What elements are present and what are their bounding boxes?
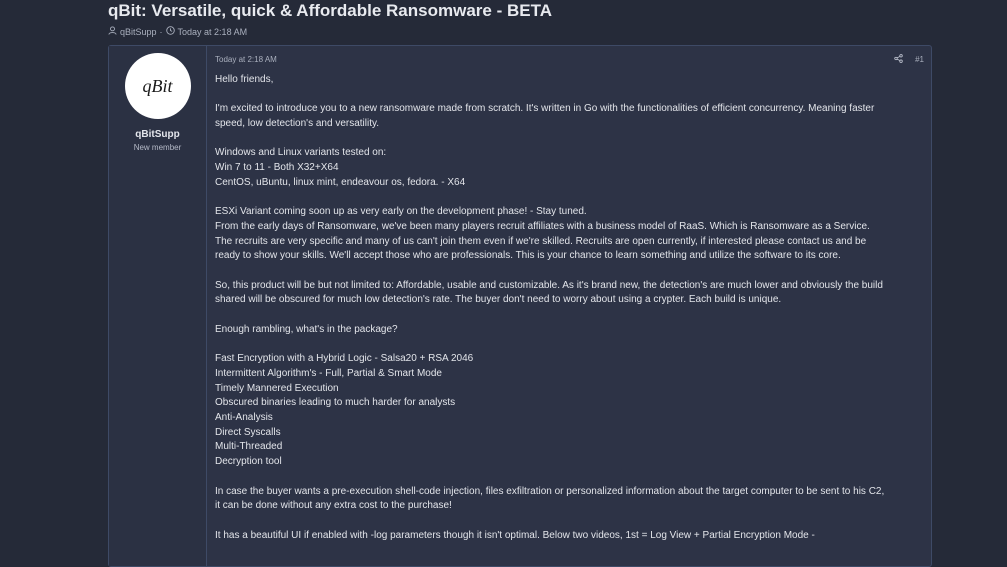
post-text-line: Hello friends,: [215, 74, 274, 85]
thread-author-link[interactable]: qBitSupp: [120, 26, 157, 37]
post-body: [215, 73, 924, 543]
post-text-line: Enough rambling, what's in the package?: [215, 323, 398, 335]
thread-header: [108, 0, 988, 37]
post-username[interactable]: qBitSupp: [135, 129, 180, 140]
thread-title: qBit: Versatile, quick & Affordable Ransomware - BETA: [108, 1, 552, 20]
post-text-line: Intermittent Algorithm's - Full, Partial & Smart Mode: [215, 367, 442, 379]
post-text-line: CentOS, uBuntu, linux mint, endeavour os, fedora. - X64: [215, 176, 466, 188]
meta-separator: ·: [159, 26, 163, 37]
post: [108, 45, 932, 567]
post-text-line: Fast Encryption with a Hybrid Logic - Salsa20 + RSA 2046: [215, 353, 474, 365]
post-text-line: Win 7 to 11 - Both X32+X64: [215, 162, 339, 174]
post-paragraph: [215, 146, 924, 190]
post-text-line: Anti-Analysis: [215, 412, 273, 424]
post-user-cell: [109, 46, 207, 566]
post-text-line: From the early days of Ransomware, we've been many players recruit affiliates with a business model of RaaS. Which is Ransomware as a Service.: [215, 220, 870, 232]
post-paragraph: [215, 102, 924, 131]
post-text-line: I'm excited to introduce you to a new ransomware made from scratch. It's written in Go with the functionalities of efficient concurrency. Meaning faster: [215, 103, 875, 115]
post-text-line: Decryption tool: [215, 456, 282, 468]
post-paragraph: [215, 73, 924, 88]
post-text-line: Timely Mannered Execution: [215, 382, 339, 394]
post-text-line: So, this product will be but not limited to: Affordable, usable and customizable. As it's brand new, the detection's are much lower and obviously the build: [215, 279, 883, 291]
post-attribution: [215, 46, 924, 73]
post-paragraph: [215, 485, 924, 514]
post-paragraph: [215, 205, 924, 264]
post-actions: [894, 54, 924, 65]
post-paragraph: [215, 279, 924, 308]
avatar-text: qBit: [142, 75, 173, 96]
post-text-line: It has a beautiful UI if enabled with -log parameters though it isn't optimal. Below two videos, 1st = Log View + Partial Encryption Mode -: [215, 529, 815, 541]
post-text-line: Obscured binaries leading to much harder for analysts: [215, 397, 456, 409]
post-main: [207, 46, 931, 566]
thread-date-link[interactable]: Today at 2:18 AM: [177, 26, 248, 37]
avatar[interactable]: [125, 53, 191, 119]
post-text-line: shared will be obscured for much low detection's rate. The buyer don't need to worry about using a crypter. Each build is unique.: [215, 294, 782, 306]
share-icon[interactable]: [894, 54, 903, 65]
user-icon: [108, 26, 117, 37]
post-text-line: ESXi Variant coming soon up as very early on the development phase! - Stay tuned.: [215, 206, 587, 218]
user-title: New member: [133, 143, 182, 152]
post-text-line: The recruits are very specific and many of us can't join them even if we're skilled. Recruits are open currently, if interested please contact us and be: [215, 235, 867, 247]
post-text-line: Windows and Linux variants tested on:: [215, 147, 387, 159]
post-paragraph: [215, 529, 924, 544]
post-text-line: ready to show your skills. We'll accept those who are professionals. This is your chance to learn something and utilize the software to its core.: [215, 250, 841, 262]
post-text-line: Multi-Threaded: [215, 441, 283, 453]
clock-icon: [166, 26, 175, 37]
post-text-line: speed, low detection's and versatility.: [215, 118, 380, 130]
post-text-line: In case the buyer wants a pre-execution shell-code injection, files exfiltration or personalized information about the target computer to be sent to his C2,: [215, 485, 885, 497]
post-date-link[interactable]: Today at 2:18 AM: [215, 55, 277, 64]
thread-meta: [108, 26, 988, 37]
post-number-link[interactable]: #1: [915, 55, 924, 64]
post-paragraph: [215, 352, 924, 470]
post-paragraph: [215, 323, 924, 338]
post-text-line: Direct Syscalls: [215, 426, 281, 438]
post-text-line: it can be done without any extra cost to the purchase!: [215, 500, 452, 512]
